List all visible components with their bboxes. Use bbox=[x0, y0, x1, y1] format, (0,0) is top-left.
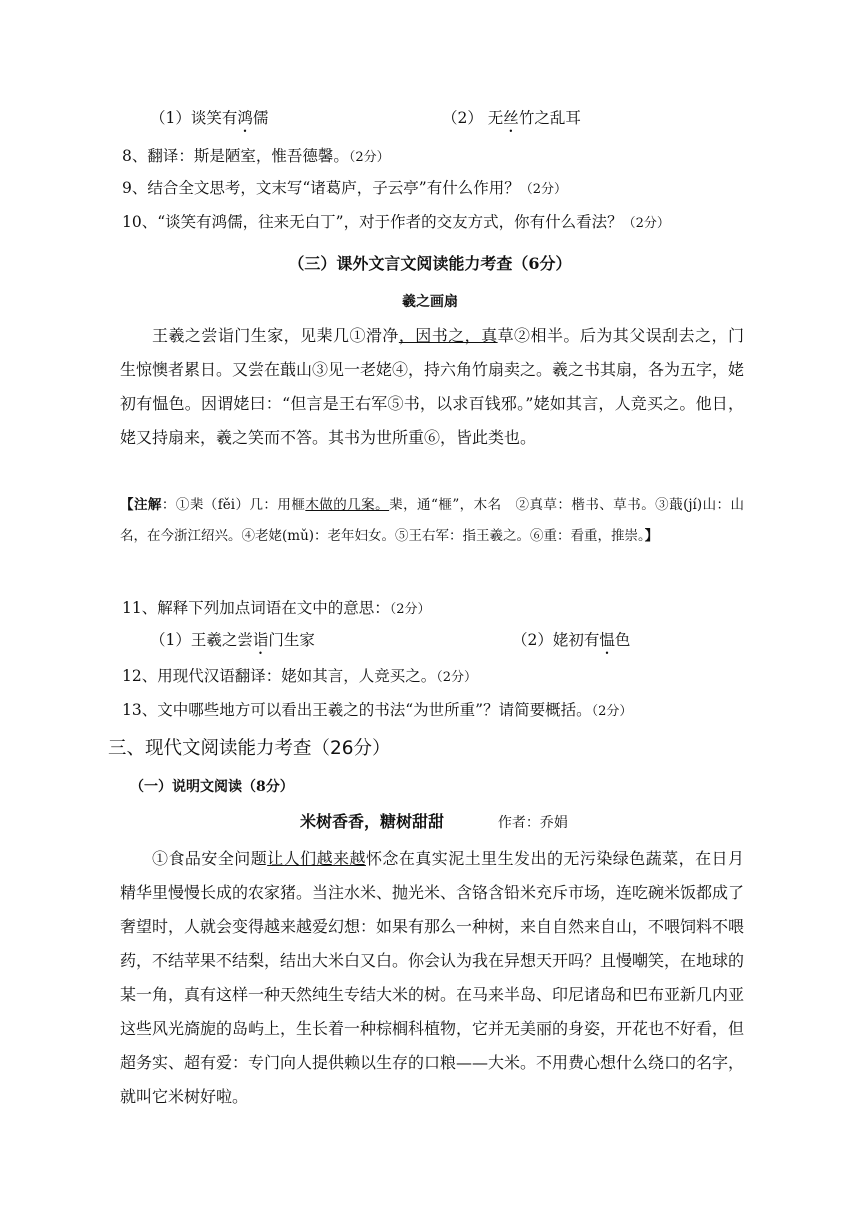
q11-item-2-dotted-word: 愠 bbox=[599, 631, 615, 649]
q7-item-2-prefix: （2） 无 bbox=[442, 109, 504, 127]
question-10-score: （2分） bbox=[622, 216, 670, 231]
notes-text-1: ：①棐（fěi）几：用榧 bbox=[161, 497, 306, 513]
passage-3-title: 羲之画扇 bbox=[402, 294, 458, 310]
question-12-text: 12、用现代汉语翻译：姥如其言，人竞买之。 bbox=[122, 667, 437, 685]
article-heading bbox=[300, 812, 568, 833]
q7-item-1 bbox=[150, 108, 268, 136]
notes-end: 】 bbox=[644, 528, 659, 544]
q7-item-1-dotted-word: 鸿 bbox=[237, 109, 253, 127]
passage-3-notes bbox=[120, 490, 744, 552]
question-13 bbox=[122, 700, 632, 722]
q11-item-1-suffix: 门生家 bbox=[268, 631, 315, 649]
q11-item-1-dotted-word: 诣 bbox=[252, 631, 269, 649]
question-8 bbox=[122, 146, 390, 168]
passage-3-text-a: 王羲之尝诣门生家，见棐几①滑净 bbox=[152, 326, 399, 345]
q11-item-1 bbox=[150, 630, 315, 658]
passage-3-body bbox=[120, 319, 744, 455]
question-11-text: 11、解释下列加点词语在文中的意思： bbox=[122, 599, 390, 617]
q7-item-2-dotted-word: 丝 bbox=[503, 109, 519, 127]
q7-item-2-suffix: 竹之乱耳 bbox=[518, 109, 581, 127]
q11-item-2 bbox=[512, 630, 630, 658]
question-9 bbox=[122, 178, 567, 200]
question-12 bbox=[122, 666, 477, 688]
q11-item-1-prefix: （1）王羲之尝 bbox=[150, 631, 253, 649]
question-9-text: 9、结合全文思考，文末写“诸葛庐，子云亭”有什么作用？ bbox=[122, 179, 520, 197]
question-8-score: （2分） bbox=[348, 150, 390, 165]
article-underlined: 让人们越来越 bbox=[267, 849, 366, 868]
question-10 bbox=[122, 212, 670, 234]
article-text-a: ①食品安全问题 bbox=[152, 849, 268, 868]
question-11-score: （2分） bbox=[389, 602, 431, 617]
question-10-text: 10、“谈笑有鸿儒，往来无白丁”，对于作者的交友方式，你有什么看法？ bbox=[122, 213, 623, 231]
question-12-score: （2分） bbox=[436, 670, 478, 685]
question-11 bbox=[122, 598, 431, 620]
article-body bbox=[120, 842, 744, 1114]
part-3-heading: 三、现代文阅读能力考查（26分） bbox=[108, 738, 391, 759]
notes-label: 【注解 bbox=[120, 497, 162, 513]
question-13-text: 13、文中哪些地方可以看出王羲之的书法“为世所重”？请简要概括。 bbox=[122, 701, 592, 719]
notes-underlined: 木做的几案。 bbox=[305, 497, 390, 513]
part-3-subsection-1: （一）说明文阅读（8分） bbox=[130, 779, 294, 795]
q7-item-1-suffix: 儒 bbox=[252, 109, 269, 127]
section-3-title: （三）课外文言文阅读能力考查（6分） bbox=[288, 254, 572, 273]
question-9-score: （2分） bbox=[519, 182, 567, 197]
q7-item-1-prefix: （1）谈笑有 bbox=[150, 109, 238, 127]
q11-item-2-prefix: （2）姥初有 bbox=[512, 631, 600, 649]
passage-3-text-b: 草②相半。后为其父误刮去之，门生惊懊者累日。又尝在蕺山③见一老姥④，持六角竹扇卖之。羲之书其扇，各为五字，姥初有愠色。因谓姥曰：“但言是王右军⑤书，以求百钱邪。”姥如其言，人竞买之。他日，姥又持扇来，羲之笑而不答。其书为世所重⑥，皆此类也。 bbox=[120, 326, 745, 447]
passage-3-underlined: ，因书之，真 bbox=[398, 326, 498, 345]
article-author: 作者：乔娟 bbox=[497, 815, 568, 831]
q7-item-2 bbox=[442, 108, 581, 136]
notes-text-2: 棐，通“榧”，木名 ②真草：楷书、草书。③蕺(jí)山：山名，在今浙江绍兴。④老姥(mǔ)：老年妇女。⑤王右军：指王羲之。⑥重：看重，推崇。 bbox=[120, 497, 745, 544]
question-13-score: （2分） bbox=[591, 704, 633, 719]
question-8-text: 8、翻译：斯是陋室，惟吾德馨。 bbox=[122, 147, 349, 165]
q11-item-2-suffix: 色 bbox=[614, 631, 631, 649]
article-text-b: 怀念在真实泥土里生发出的无污染绿色蔬菜，在日月精华里慢慢长成的农家猪。当注水米、抛光米、含铬含铅米充斥市场，连吃碗米饭都成了奢望时，人就会变得越来越爱幻想：如果有那么一种树，来自自然来自山，不喂饲料不喂药，不结苹果不结梨，结出大米白又白。你会认为我在异想天开吗？且慢嘲笑，在地球的某一角，真有这样一种天然纯生专结大米的树。在马来半岛、印尼诸岛和巴布亚新几内亚这些风光旖旎的岛屿上，生长着一种棕榈科植物，它并无美丽的身姿，开花也不好看，但超务实、超有爱：专门向人提供赖以生存的口粮——大米。不用费心想什么绕口的名字，就叫它米树好啦。 bbox=[120, 849, 745, 1106]
article-title: 米树香香，糖树甜甜 bbox=[300, 812, 445, 831]
